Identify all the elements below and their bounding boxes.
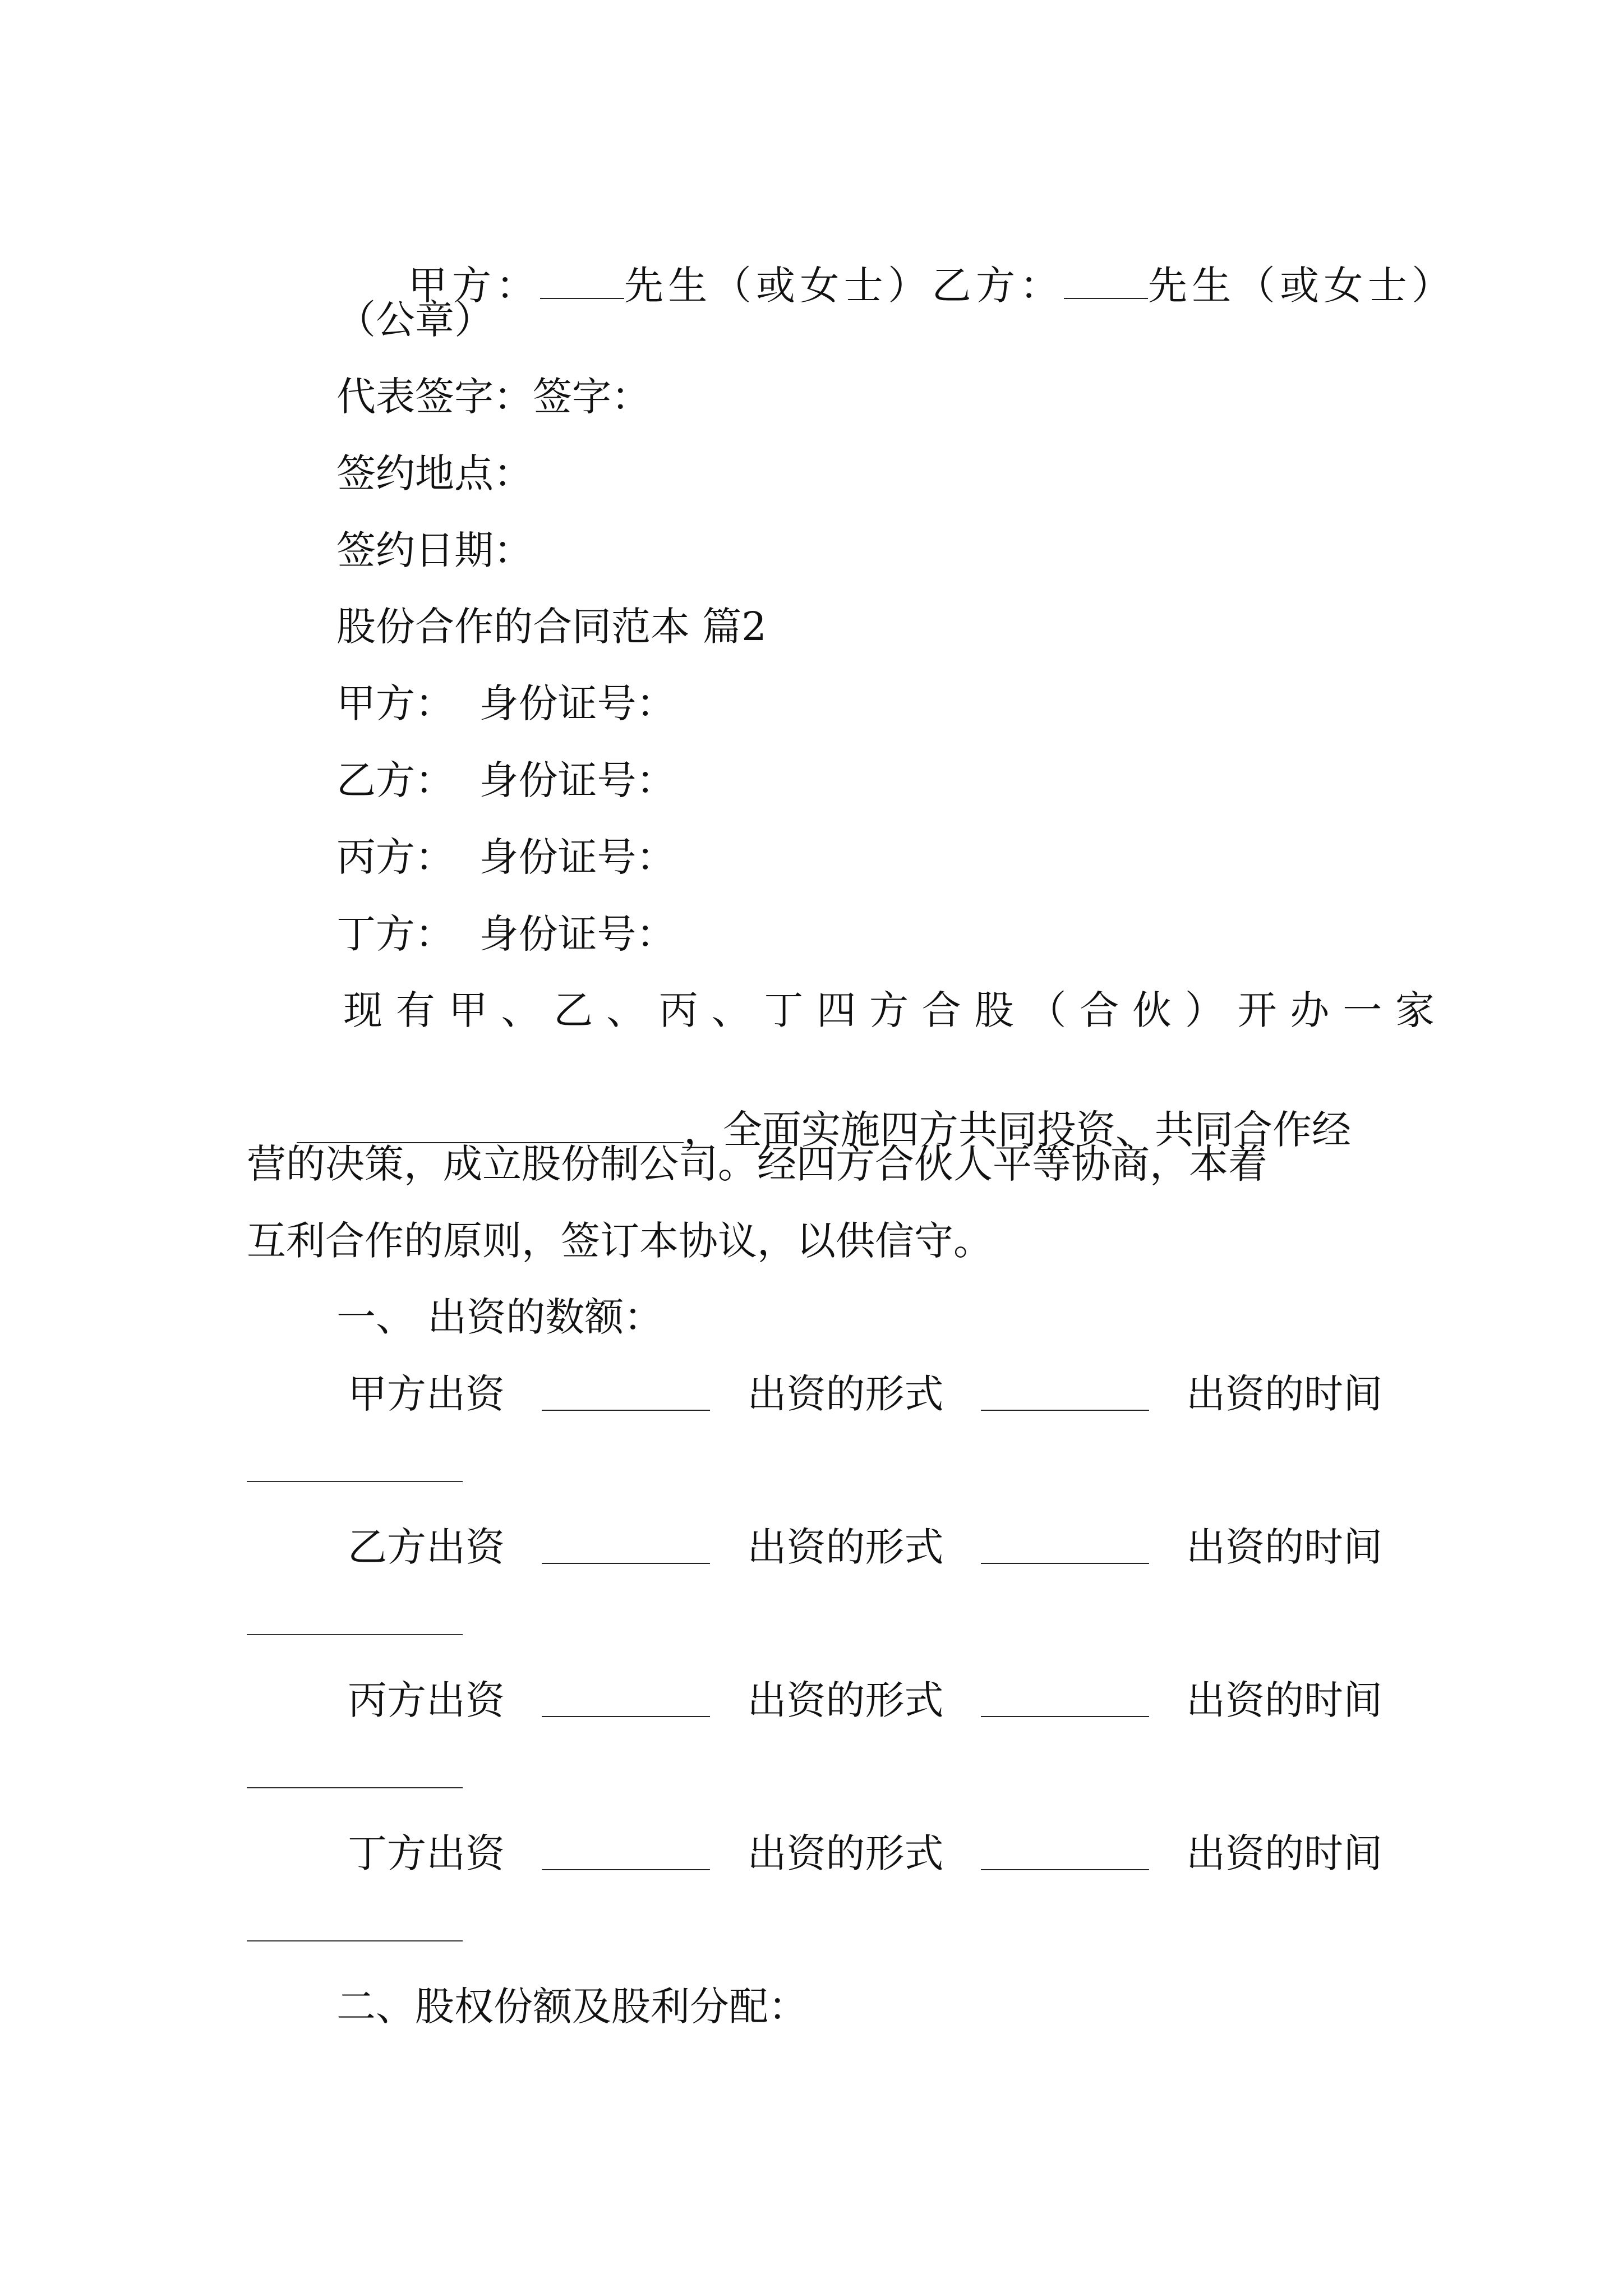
intro-line-1: 现有甲、乙、丙、丁四方合股（合伙）开办一家 [343,987,1448,1033]
time-label: 出资的时间 [1186,1524,1382,1570]
form-blank [981,1681,1149,1717]
amount-blank [542,1834,710,1870]
time-label: 出资的时间 [1186,1371,1382,1417]
party-a-title: 先生（或女士） [624,263,932,309]
party-id-line: 甲方： 身份证号： [336,680,676,726]
form-label: 出资的形式 [747,1830,944,1876]
amount-blank [542,1527,710,1564]
intro-line-4: 互利合作的原则，签订本协议，以供信守。 [247,1218,993,1264]
time-label: 出资的时间 [1186,1830,1382,1876]
contribution-row-c [348,1677,1382,1723]
party-a-name-blank [540,263,624,299]
contribution-row-b [348,1524,1382,1570]
form-blank [981,1527,1149,1564]
contribution-party-label: 丙方出资 [348,1677,505,1723]
party-id-line: 丁方： 身份证号： [336,911,676,957]
signing-date-line: 签约日期： [336,527,533,573]
contribution-party-label: 乙方出资 [348,1524,505,1570]
representative-signature-line: 代表签字：签字： [336,374,651,420]
form-label: 出资的形式 [747,1524,944,1570]
section-title: 股份合作的合同范本 篇2 [336,604,767,650]
form-blank [981,1374,1149,1411]
clause-2-title: 二、股权份额及股利分配： [336,1984,808,2030]
contribution-row-a [348,1371,1382,1417]
party-b-label: 乙方： [932,263,1064,309]
form-label: 出资的形式 [747,1371,944,1417]
party-b-title: 先生（或女士） [1147,263,1456,309]
amount-blank [542,1374,710,1411]
intro-line-2-text: ，全面实施四方共同投资、共同合作经 [684,1107,1352,1153]
clause-1-title: 一、 出资的数额： [336,1294,663,1340]
seal-line: （公章） [336,297,494,343]
intro-line-3: 营的决策，成立股份制公司。经四方合伙人平等协商，本着 [247,1141,1267,1187]
time-blank [247,1481,463,1482]
form-label: 出资的形式 [747,1677,944,1723]
company-name-blank [297,1107,684,1143]
party-b-name-blank [1064,263,1148,299]
signing-place-line: 签约地点： [336,450,533,496]
time-blank [247,1787,463,1788]
form-blank [981,1834,1149,1870]
party-id-line: 丙方： 身份证号： [336,834,676,880]
contribution-party-label: 甲方出资 [348,1371,505,1417]
signature-parties-line [339,223,1456,344]
contribution-party-label: 丁方出资 [348,1830,505,1876]
party-a-label: 甲方： [408,263,540,309]
amount-blank [542,1681,710,1717]
time-blank [247,1634,463,1635]
time-blank [247,1940,463,1941]
party-id-line: 乙方： 身份证号： [336,757,676,803]
contribution-row-d [348,1830,1382,1876]
time-label: 出资的时间 [1186,1677,1382,1723]
